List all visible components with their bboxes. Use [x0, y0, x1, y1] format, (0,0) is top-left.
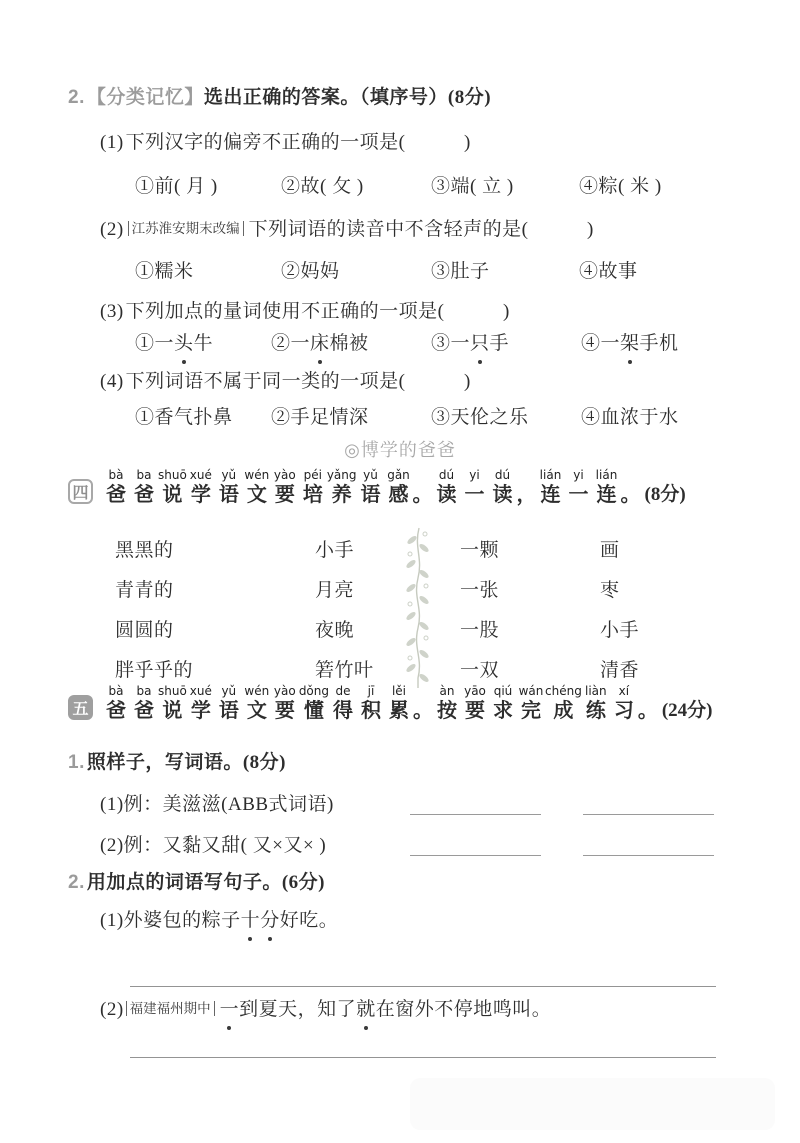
option	[271, 331, 431, 357]
ruby-char	[461, 468, 489, 507]
hanzi: 语	[218, 700, 239, 722]
ruby-char	[271, 684, 299, 723]
section-5-question-2-header	[68, 870, 325, 896]
pinyin: yào	[273, 684, 296, 698]
hanzi: 读	[492, 484, 513, 506]
hanzi: 练	[585, 700, 606, 722]
pinyin: yi	[573, 468, 584, 482]
ruby-char	[545, 684, 582, 723]
hanzi: 要	[465, 700, 485, 722]
section-4-heading	[68, 468, 686, 507]
word-pattern-item-2	[100, 833, 740, 859]
pinyin: xué	[189, 684, 212, 698]
text-segment: ③一	[431, 333, 471, 354]
option	[271, 405, 431, 431]
text-segment: ①前( 月 )	[135, 176, 218, 197]
text-segment: 在窗外不停地鸣叫。	[375, 999, 552, 1020]
pinyin: de	[335, 684, 351, 698]
pinyin: liàn	[584, 684, 607, 698]
text-segment: ②妈妈	[281, 261, 340, 282]
dotted-word: 只	[470, 331, 490, 357]
text-segment: ①糯米	[135, 261, 194, 282]
hanzi: 要	[274, 700, 295, 722]
ruby-char	[461, 684, 489, 723]
text-segment: 手	[489, 333, 510, 354]
text-segment: ③肚子	[431, 261, 490, 282]
matching-row	[115, 608, 755, 648]
hanzi: 。	[620, 484, 641, 506]
pinyin: yi	[469, 468, 480, 482]
text-segment: ②故( 攵 )	[281, 176, 364, 197]
hanzi: 连	[596, 484, 617, 506]
subquestion-head-2	[100, 216, 760, 243]
match-left-adjective: 胖乎乎的	[115, 659, 194, 681]
section-note: ◎博学的爸爸	[344, 440, 456, 460]
ruby-char	[243, 684, 271, 723]
pinyin: yǔ	[221, 684, 237, 698]
match-right-measure: 一颗	[460, 539, 500, 561]
pinyin: jī	[367, 684, 375, 698]
item-label: (1)	[100, 910, 124, 931]
text-segment: 到夏天，知了	[239, 999, 357, 1020]
ruby-char	[638, 684, 658, 723]
ruby-char	[537, 468, 565, 507]
pinyin: yào	[273, 468, 296, 482]
hanzi: 成	[553, 700, 574, 722]
ruby-char	[593, 468, 621, 507]
item-sentence	[124, 910, 339, 931]
ruby-char	[130, 684, 158, 723]
text-segment: 牛	[193, 333, 214, 354]
pinyin: wén	[244, 684, 270, 698]
hanzi: 按	[437, 700, 457, 722]
ruby-char	[158, 468, 187, 507]
text-segment: 手机	[639, 333, 679, 354]
text-segment: ④故事	[579, 261, 638, 282]
hanzi: 语	[218, 484, 239, 506]
match-left-adjective: 黑黑的	[115, 539, 174, 561]
ruby-char	[621, 468, 641, 507]
match-left-adjective: 圆圆的	[115, 619, 174, 641]
section-5-score: (24分)	[661, 700, 713, 721]
question-title: 用加点的词语写句子。(6分)	[86, 872, 326, 893]
text-segment: ①一	[135, 333, 175, 354]
pinyin: shuō	[158, 468, 187, 482]
question-title: 选出正确的答案。（填序号）(8分)	[203, 87, 492, 108]
option	[135, 174, 281, 200]
match-right-noun: 枣	[600, 579, 620, 601]
text-segment: ③端( 立 )	[431, 176, 514, 197]
pinyin: yǎng	[326, 468, 357, 482]
ruby-char	[187, 468, 215, 507]
hanzi: 。	[413, 700, 433, 722]
dotted-word: 分	[260, 908, 280, 934]
ruby-char	[413, 468, 433, 507]
ruby-char	[102, 468, 130, 507]
ruby-char	[130, 468, 158, 507]
ruby-char	[299, 684, 329, 723]
pinyin: àn	[439, 684, 455, 698]
ruby-char	[215, 468, 243, 507]
text-segment: 好吃。	[279, 910, 339, 931]
matching-row	[115, 648, 755, 688]
pinyin: qiú	[493, 684, 513, 698]
match-left-noun: 夜晚	[315, 619, 355, 641]
hanzi: 语	[360, 484, 381, 506]
dotted-word: 架	[620, 331, 640, 357]
ruby-char	[489, 684, 517, 723]
question-number: 2.	[68, 87, 85, 108]
hanzi: 学	[190, 700, 211, 722]
option	[135, 259, 281, 285]
pinyin: chéng	[545, 684, 582, 698]
match-right-measure: 一股	[460, 619, 500, 641]
dotted-word: 一	[220, 997, 240, 1023]
hanzi: 说	[162, 484, 183, 506]
option	[135, 331, 271, 357]
question-title: 照样子，写词语。(8分)	[86, 752, 287, 773]
hanzi: 读	[436, 484, 457, 506]
question-category-tag: 【分类记忆】	[86, 87, 204, 108]
ruby-char	[327, 468, 357, 507]
option	[581, 405, 760, 431]
matching-exercise	[115, 528, 755, 688]
option	[431, 405, 581, 431]
answer-blank	[410, 855, 541, 856]
option	[579, 259, 760, 285]
text-segment: ①香气扑鼻	[135, 407, 233, 428]
text-segment: ④粽( 米 )	[579, 176, 662, 197]
hanzi: 得	[333, 700, 353, 722]
ruby-char	[433, 468, 461, 507]
option	[281, 259, 431, 285]
subquestion-text: 下列汉字的偏旁不正确的一项是( )	[125, 132, 471, 153]
section-5-ruby-text	[102, 684, 658, 723]
match-left-adjective: 青青的	[115, 579, 174, 601]
hanzi: 培	[302, 484, 323, 506]
hanzi: 积	[361, 700, 381, 722]
ruby-char	[582, 684, 610, 723]
footer-watermark-box	[410, 1078, 775, 1130]
text-segment: 棉被	[329, 333, 369, 354]
ruby-char	[357, 684, 385, 723]
question-2-subquestions	[100, 130, 760, 431]
hanzi: 说	[162, 700, 183, 722]
subquestion-head-1	[100, 130, 760, 156]
ruby-char	[565, 468, 593, 507]
ruby-char	[385, 468, 413, 507]
match-right-noun: 画	[600, 539, 620, 561]
option	[579, 174, 760, 200]
option	[431, 174, 579, 200]
pinyin: lián	[539, 468, 562, 482]
item-label: (2)	[100, 835, 124, 856]
hanzi: 爸	[134, 484, 154, 506]
subquestion-text: 下列加点的量词使用不正确的一项是( )	[125, 301, 510, 322]
options-row-2	[135, 259, 760, 285]
pinyin: shuō	[158, 684, 187, 698]
subquestion-text: 下列词语不属于同一类的一项是( )	[125, 371, 471, 392]
sentence-item-1	[100, 908, 338, 934]
ruby-char	[433, 684, 461, 723]
ruby-char	[215, 684, 243, 723]
subquestion-label: (2)	[100, 219, 124, 240]
ruby-char	[517, 684, 545, 723]
ruby-char	[489, 468, 517, 507]
subquestion-label: (3)	[100, 301, 124, 322]
hanzi: ，	[516, 484, 537, 506]
hanzi: 习	[613, 700, 634, 722]
text-segment: ②一	[271, 333, 311, 354]
pinyin: ba	[136, 684, 152, 698]
subquestion-label: (4)	[100, 371, 124, 392]
options-row-4	[135, 405, 760, 431]
hanzi: 爸	[106, 700, 126, 722]
pinyin: yǔ	[221, 468, 237, 482]
pinyin: dú	[438, 468, 455, 482]
exam-source-tag: 江苏淮安期末改编	[128, 221, 244, 236]
pinyin: bà	[108, 684, 124, 698]
option	[431, 259, 579, 285]
dotted-word: 就	[356, 997, 376, 1023]
match-left-noun: 箬竹叶	[315, 659, 374, 681]
answer-line	[130, 1057, 716, 1058]
item-text: 例：美滋滋(ABB式词语)	[123, 794, 334, 815]
pinyin: xué	[189, 468, 212, 482]
text-segment: ②手足情深	[271, 407, 369, 428]
item-text: 例：又黏又甜( 又×又× )	[123, 835, 327, 856]
match-left-noun: 月亮	[315, 579, 355, 601]
text-segment: ③天伦之乐	[431, 407, 529, 428]
pinyin: wán	[518, 684, 544, 698]
hanzi: 一	[464, 484, 485, 506]
text-segment: ④血浓于水	[581, 407, 679, 428]
matching-row	[115, 568, 755, 608]
pinyin: xí	[618, 684, 630, 698]
hanzi: 养	[331, 484, 352, 506]
pinyin: dǒng	[298, 684, 329, 698]
ruby-char	[357, 468, 385, 507]
dotted-word: 十	[241, 908, 261, 934]
hanzi: 。	[412, 484, 433, 506]
vine-divider-icon	[403, 526, 433, 690]
answer-line	[130, 986, 716, 987]
ruby-char	[158, 684, 187, 723]
hanzi: 累	[389, 700, 409, 722]
hanzi: 完	[521, 700, 541, 722]
option	[135, 405, 271, 431]
pinyin: yāo	[464, 684, 486, 698]
hanzi: 要	[274, 484, 295, 506]
question-number: 2.	[68, 872, 85, 893]
hanzi: 。	[637, 700, 658, 722]
section-5-number-box: 五	[68, 695, 93, 720]
ruby-char	[517, 468, 537, 507]
ruby-char	[271, 468, 299, 507]
pinyin: ba	[136, 468, 152, 482]
match-right-noun: 小手	[600, 619, 640, 641]
question-number: 1.	[68, 752, 85, 773]
question-2-header	[68, 85, 491, 111]
subquestion-label: (1)	[100, 132, 124, 153]
hanzi: 文	[246, 484, 267, 506]
ruby-char	[243, 468, 271, 507]
pinyin: yǔ	[363, 468, 378, 482]
ruby-char	[329, 684, 357, 723]
section-4-number-box: 四	[68, 479, 93, 504]
options-row-1	[135, 174, 760, 200]
hanzi: 连	[540, 484, 561, 506]
subquestion-head-4	[100, 369, 760, 395]
word-pattern-item-1	[100, 792, 740, 818]
pinyin: bà	[108, 468, 124, 482]
section-4-ruby-text	[102, 468, 641, 507]
match-right-measure: 一双	[460, 659, 500, 681]
ruby-char	[187, 684, 215, 723]
hanzi: 求	[493, 700, 513, 722]
match-left-noun: 小手	[315, 539, 355, 561]
match-right-measure: 一张	[460, 579, 500, 601]
answer-blank	[583, 855, 714, 856]
hanzi: 学	[190, 484, 211, 506]
ruby-char	[299, 468, 327, 507]
text-segment: 外婆包的粽子	[123, 910, 241, 931]
ruby-char	[385, 684, 413, 723]
exam-source-tag: 福建福州期中	[126, 1001, 215, 1016]
sentence-item-2	[100, 996, 551, 1023]
pinyin: wén	[244, 468, 270, 482]
pinyin: péi	[303, 468, 322, 482]
dotted-word: 床	[310, 331, 330, 357]
hanzi: 一	[568, 484, 589, 506]
hanzi: 感	[388, 484, 409, 506]
hanzi: 文	[246, 700, 267, 722]
option	[281, 174, 431, 200]
options-row-3	[135, 331, 760, 357]
ruby-char	[413, 684, 433, 723]
answer-blank	[410, 814, 541, 815]
item-sentence	[220, 999, 552, 1020]
pinyin: dú	[494, 468, 511, 482]
match-right-noun: 清香	[600, 659, 640, 681]
hanzi: 懂	[303, 700, 324, 722]
matching-grid	[115, 528, 755, 688]
pinyin: gǎn	[387, 468, 410, 482]
ruby-char	[102, 684, 130, 723]
subquestion-head-3	[100, 299, 760, 325]
section-4-score: (8分)	[644, 484, 686, 505]
matching-row	[115, 528, 755, 568]
text-segment: ④一	[581, 333, 621, 354]
section-5-heading	[68, 684, 712, 723]
item-label: (1)	[100, 794, 124, 815]
section-5-question-1-header	[68, 750, 286, 776]
pinyin: lěi	[391, 684, 407, 698]
subquestion-text: 下列词语的读音中不含轻声的是( )	[248, 219, 594, 240]
option	[581, 331, 760, 357]
hanzi: 爸	[134, 700, 154, 722]
answer-blank	[583, 814, 714, 815]
item-label: (2)	[100, 999, 124, 1020]
pinyin: lián	[595, 468, 618, 482]
ruby-char	[610, 684, 638, 723]
option	[431, 331, 581, 357]
dotted-word: 头	[174, 331, 194, 357]
hanzi: 爸	[106, 484, 126, 506]
